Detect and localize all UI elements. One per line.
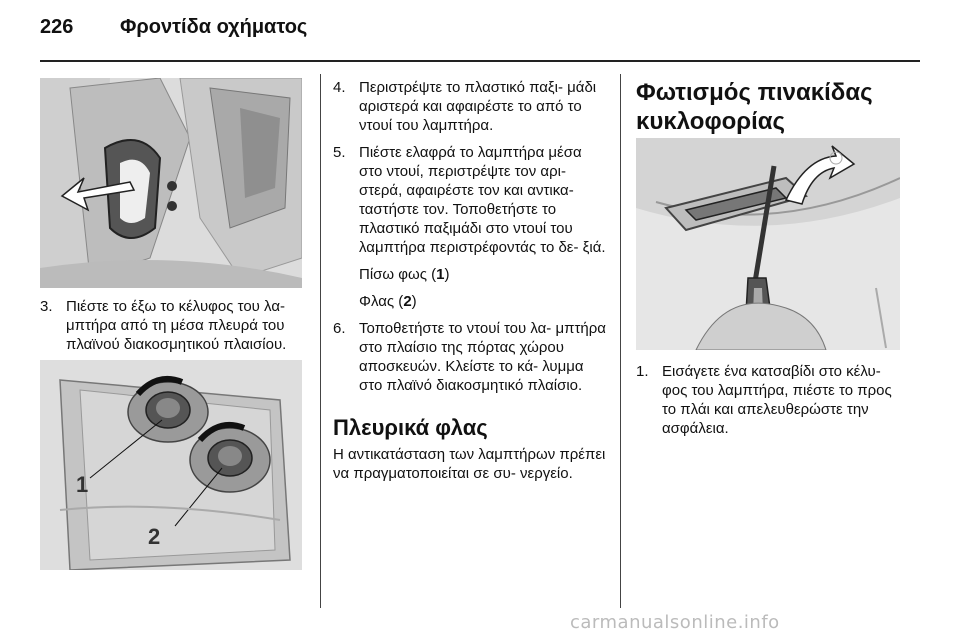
step-6-number: 6.	[333, 320, 346, 337]
rear-light-ref: 1	[436, 266, 445, 283]
step-4-text: Περιστρέψτε το πλαστικό παξι- μάδι αριστερά και αφαιρέστε το από το ντουί του λαμπτήρα.	[359, 79, 597, 134]
step-5-number: 5.	[333, 144, 346, 161]
step-5-text: Πιέστε ελαφρά το λαμπτήρα μέσα στο ντουί, περιστρέψτε τον αρι- στερά, αφαιρέστε τον και αντικα- ταστήστε τον. Τοποθετήστε το πλαστικό παξιμάδι στο ντουί του λαμπτήρα περιστρέφοντάς το δε- ξιά.	[359, 144, 606, 256]
figure-label-1: 1	[76, 472, 89, 497]
step-1	[636, 362, 906, 438]
heading-line-2: κυκλοφορίας	[636, 108, 786, 135]
flash-label: Φλας (	[359, 293, 404, 310]
footer-watermark: carmanualsonline.info	[570, 612, 780, 633]
rear-light-label: Πίσω φως (	[359, 266, 437, 283]
page-title: Φροντίδα οχήματος	[120, 16, 308, 38]
heading-line-1: Φωτισμός πινακίδας	[636, 79, 873, 106]
rear-light-close: )	[444, 266, 450, 283]
step-4-number: 4.	[333, 79, 346, 96]
figure-licence-plate-light	[636, 138, 900, 350]
flash-ref: 2	[403, 293, 412, 310]
step-3-number: 3.	[40, 298, 53, 315]
column-divider-1	[320, 74, 321, 608]
header-rule	[40, 60, 920, 62]
step-3-text: Πιέστε το έξω το κέλυφος του λα- μπτήρα από τη μέσα πλευρά του πλαϊνού διακοσμητικού πλαισίου.	[66, 298, 287, 353]
step-1-text: Εισάγετε ένα κατσαβίδι στο κέλυ- φος του λαμπτήρα, πιέστε το προς το πλάι και απελευθερώστε την ασφάλεια.	[662, 363, 892, 437]
figure-label-2: 2	[148, 524, 161, 549]
flash-close: )	[411, 293, 417, 310]
page-number: 226	[40, 16, 74, 38]
step-3	[40, 297, 306, 354]
step-5	[333, 143, 609, 257]
column-divider-2	[620, 74, 621, 608]
figure-trunk-trim-panel	[40, 78, 302, 288]
section-heading-side-indicators: Πλευρικά φλας	[333, 415, 488, 440]
section-body-side-indicators: Η αντικατάσταση των λαμπτήρων πρέπει να πραγματοποιείται σε συ- νεργείο.	[333, 446, 606, 482]
figure-rear-light-bulb-holder	[40, 360, 302, 570]
rear-light-note	[359, 265, 609, 284]
section-heading-licence-plate-light	[636, 78, 906, 136]
step-6-text: Τοποθετήστε το ντουί του λα- μπτήρα στο πλαίσιο της πόρτας χώρου αποσκευών. Κλείστε το κά- λυμμα στο πλαϊνό διακοσμητικό πλαίσιο.	[359, 320, 606, 394]
step-4	[333, 78, 609, 135]
step-6	[333, 319, 609, 395]
step-1-number: 1.	[636, 363, 649, 380]
flash-note	[359, 292, 609, 311]
